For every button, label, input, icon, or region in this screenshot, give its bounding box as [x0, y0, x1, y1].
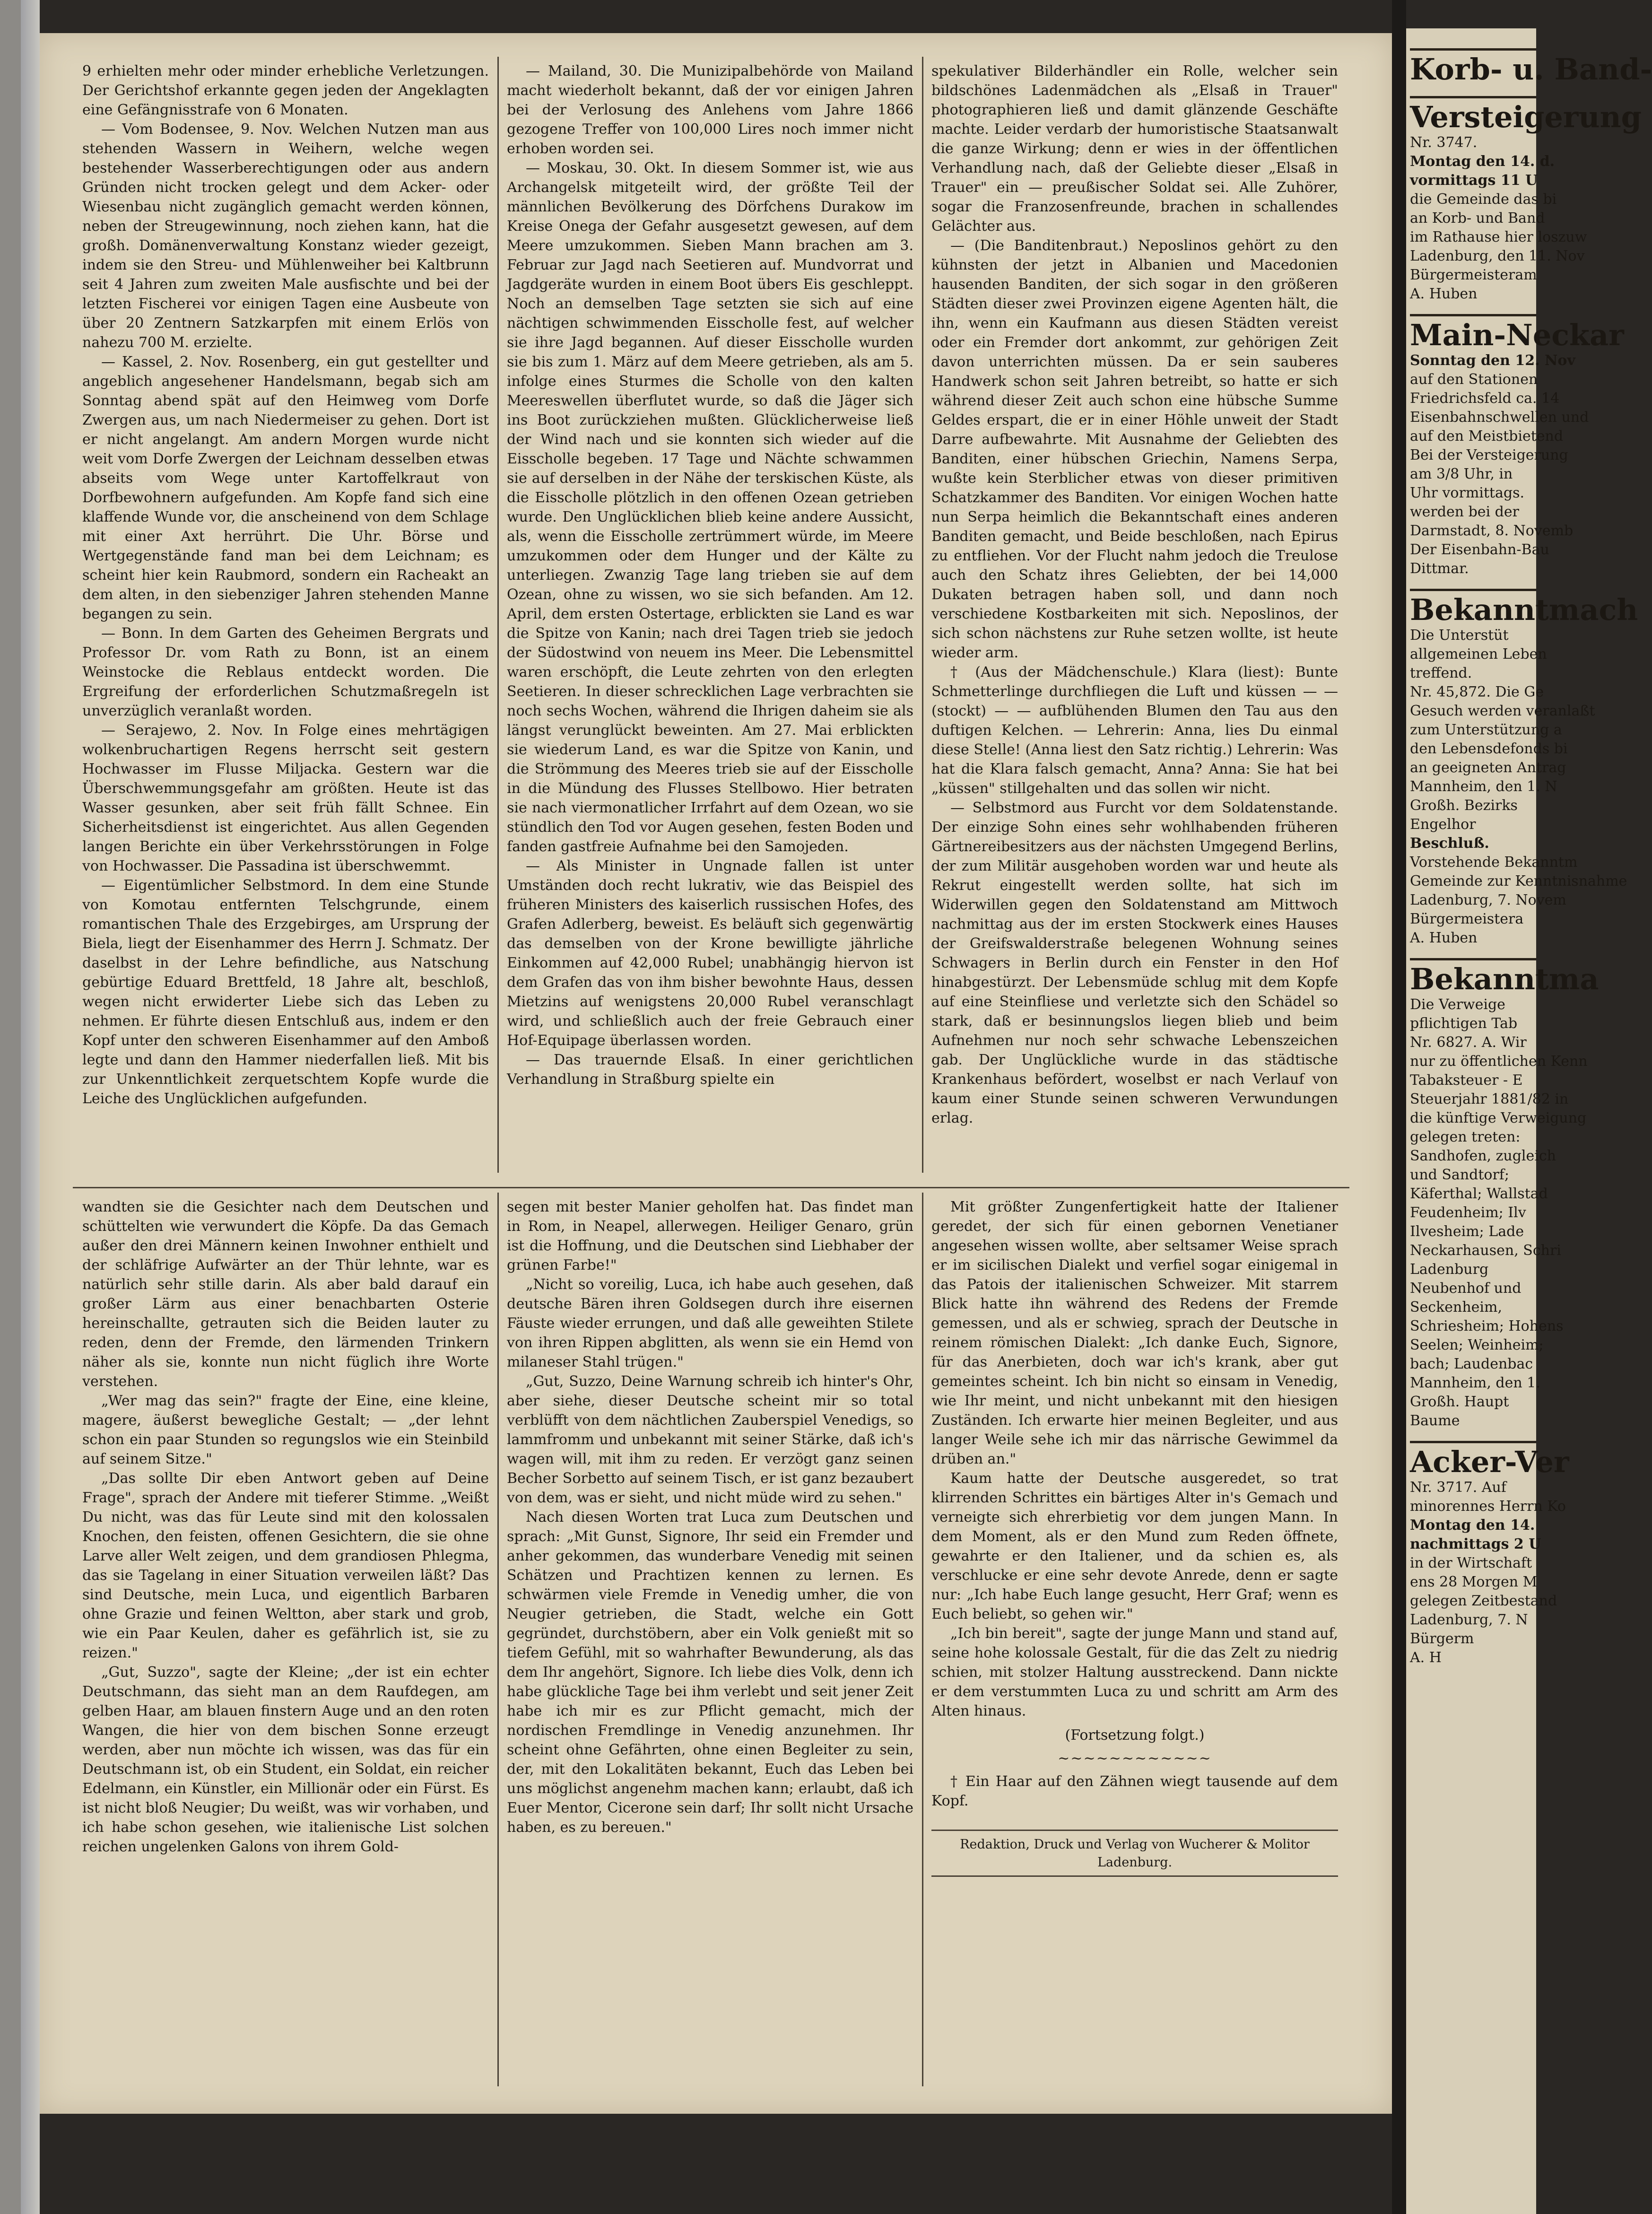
- binding-strip: [21, 0, 40, 2214]
- ad-line: im Rathause hier loszuw: [1410, 229, 1587, 245]
- lower-column-2: [507, 1197, 913, 1837]
- ad-line: Montag den 14. d.: [1410, 153, 1555, 170]
- newspaper-page: [40, 33, 1392, 2114]
- ad-line: an geeigneten Antrag: [1410, 759, 1566, 776]
- ad-line: Nr. 3717. Auf: [1410, 1479, 1506, 1496]
- ads-column: [1410, 38, 1652, 1667]
- ad-line: Gesuch werden veranlaßt: [1410, 703, 1595, 719]
- article-paragraph: spekulativer Bilderhändler ein Rolle, welcher sein bildschönes Ladenmädchen als „Elsaß in Trauer" photographieren ließ und damit glänzende Geschäfte machte. Leider verdarb der humoristische Staatsanwalt die ganze Wirkung; denn er wies in der öffentlichen Verhandlung nach, daß der Geliebte dieser „Elsaß in Trauer" ein — preußischer Soldat sei. Alle Zuhörer, sogar die Franzosenfreunde, brachen in schallendes Gelächter aus.: [931, 63, 1338, 235]
- ad-line: Mannheim, den 1.: [1410, 1375, 1540, 1391]
- article-paragraph: † (Aus der Mädchenschule.) Klara (liest): Bunte Schmetterlinge durchfliegen die Luft und küssen — — (stockt) — — aufblühenden Blumen den Tau aus den duftigen Kelchen. — Lehrerin: Anna, lies Du einmal diese Stelle! (Anna liest den Satz richtig.) Lehrerin: Was hat die Klara falsch gemacht, Anna? Anna: Sie hat bei „küssen" stillgehalten und das sollen wir nicht.: [931, 664, 1338, 797]
- ad-line: Ladenburg: [1410, 1261, 1489, 1278]
- ad-line: Friedrichsfeld ca. 14: [1410, 390, 1560, 407]
- story-paragraph: „Ich bin bereit", sagte der junge Mann und stand auf, seine hohe kolossale Gestalt, für die das Zelt zu niedrig schien, mit stolzer Haltung ausstreckend. Dann nickte er dem verstummten Luca zu und schritt am Arm des Alten hinaus.: [931, 1625, 1338, 1719]
- ad-heading: Korb- u. Band-: [1410, 48, 1536, 86]
- ad-line: am 3/8 Uhr, in: [1410, 466, 1513, 482]
- ad-line: Sonntag den 12. Nov: [1410, 352, 1575, 369]
- ad-line: Großh. Haupt: [1410, 1394, 1509, 1410]
- article-paragraph: — Als Minister in Ungnade fallen ist unter Umständen doch recht lukrativ, wie das Beispiel des früheren Ministers des kaiserlich russischen Hofes, des Grafen Adlerberg, beweist. Es beläuft sich gegenwärtig das demselben von der Krone bewilligte jährliche Einkommen auf 42,000 Rubel; unabhängig hiervon ist dem Grafen das von ihm bisher bewohnte Haus, dessen Mietzins auf wenigstens 20,000 Rubel veranschlagt wird, und schließlich auch der freie Gebrauch einer Hof-Equipage überlassen worden.: [507, 858, 913, 1049]
- ad-line: zum Unterstützung a: [1410, 722, 1562, 738]
- ad-line: nachmittags 2 U: [1410, 1536, 1541, 1552]
- story-paragraph: Mit größter Zungenfertigkeit hatte der Italiener geredet, der sich für einen gebornen Venetianer angesehen wissen wollte, aber seltsamer Weise sprach er im sicilischen Dialekt und verfiel sogar einigemal in das Patois der italienischen Schweizer. Mit starrem Blick hatte ihn während des Redens der Fremde gemessen, und als er schwieg, sprach der Deutsche in reinem römischen Dialekt: „Ich danke Euch, Signore, für das Anerbieten, doch war ich's krank, aber gut gemeintes scheint. Ich bin nicht so einsam in Venedig, wie Ihr meint, und nicht unbekannt mit den hiesigen Zuständen. Ich erwarte hier meinen Begleiter, und aus langer Weile sehe ich mir das närrische Gewimmel da drüben an.": [931, 1199, 1338, 1467]
- ad-line: Der Eisenbahn-Bau: [1410, 541, 1549, 558]
- ad-line: Schriesheim; Hohens: [1410, 1318, 1564, 1334]
- article-paragraph: 9 erhielten mehr oder minder erhebliche Verletzungen. Der Gerichtshof erkannte gegen jeden der Angeklagten eine Gefängnisstrafe von 6 Monaten.: [82, 63, 489, 118]
- ad-line: ens 28 Morgen M: [1410, 1574, 1538, 1590]
- section-divider: [73, 1187, 1349, 1188]
- ad-line: Die Unterstüt: [1410, 627, 1509, 644]
- lower-column-1: [82, 1197, 489, 1857]
- article-paragraph: — Mailand, 30. Die Munizipalbehörde von Mailand macht wiederholt bekannt, daß der vor einigen Jahren bei der Verlosung des Anlehens vom Jahre 1866 gezogene Treffer von 100,000 Lires noch immer nicht erhoben worden sei.: [507, 63, 913, 157]
- story-paragraph: „Das sollte Dir eben Antwort geben auf Deine Frage", sprach der Andere mit tieferer Stimme. „Weißt Du nicht, was das für Leute sind mit den kolossalen Knochen, den feisten, offenen Gesichtern, die sie ohne Larve aller Welt zeigen, und dem grandiosen Phlegma, das sie Tagelang in einer Situation verweilen läßt? Das sind Deutsche, mein Luca, und eigentlich Barbaren ohne Grazie und feinen Weltton, aber stark und grob, wie ein Paar Keulen, daher es gefährlich ist, sie zu reizen.": [82, 1470, 489, 1661]
- ad-line: den Lebensdefonds bi: [1410, 741, 1568, 757]
- ad-line: Steuerjahr 1881/82 in: [1410, 1091, 1569, 1107]
- ad-line: minorennes Herrn Ko: [1410, 1498, 1566, 1515]
- ad-line: Bei der Versteigerung: [1410, 447, 1568, 463]
- ad-line: Ladenburg, 7. N: [1410, 1612, 1528, 1628]
- story-paragraph: „Gut, Suzzo", sagte der Kleine; „der ist ein echter Deutschmann, das sieht man an dem Raufdegen, am gelben Haar, am blauen finstern Auge und an den roten Wangen, die hier von dem bischen Sonne erzeugt werden, aber nun möchte ich wissen, was das für ein Deutschmann ist, ob ein Student, ein Soldat, ein reicher Edelmann, ein Künstler, ein Millionär oder ein Fürst. Es ist nicht bloß Neugier; Du weißt, was wir vorhaben, und ich habe schon gesehen, wie italienische List solchen reichen ungelenken Galons von ihrem Gold-: [82, 1664, 489, 1855]
- upper-column-1: [82, 61, 489, 1108]
- ad-line: Die Verweige: [1410, 996, 1505, 1013]
- story-paragraph: Nach diesen Worten trat Luca zum Deutschen und sprach: „Mit Gunst, Signore, Ihr seid ein Fremder und anher gekommen, das wunderbare Venedig mit seinen Schätzen und Prachtizen kennen zu lernen. Es schwärmen viele Fremde in Venedig umher, die von Neugier getrieben, die Stadt, welche ein Gott gegründet, durchstöbern, aber ein Volk genießt mit so tiefem Gefühl, mit so wahrhafter Bewunderung, als das dem Ihr angehört, Signore. Ich liebe dies Volk, denn ich habe glückliche Tage bei ihm verlebt und seit jener Zeit habe ich mir es zur Pflicht gemacht, mich der nordischen Fremdlinge in Venedig anzunehmen. Ihr scheint ohne Gefährten, ohne einen Begleiter zu sein, der, mit den Lokalitäten bekannt, Euch das Leben bei uns möglichst angenehm machen kann; erlaubt, daß ich Euer Mentor, Cicerone sein darf; Ihr sollt nicht Ursache haben, es zu bereuen.": [507, 1509, 913, 1836]
- article-paragraph: — Das trauernde Elsaß. In einer gerichtlichen Verhandlung in Straßburg spielte ein: [507, 1052, 913, 1088]
- upper-column-2: [507, 61, 913, 1089]
- imprint-rule: [931, 1830, 1338, 1831]
- ad-line: auf den Stationen: [1410, 371, 1538, 388]
- ad-line: Dittmar.: [1410, 560, 1469, 577]
- story-paragraph: wandten sie die Gesichter nach dem Deutschen und schüttelten wie verwundert die Köpfe. Da das Gemach außer den drei Männern keinen Inwohner enthielt und der schläfrige Aufwärter an der Thür lehnte, war es natürlich sehr stille darin. Als aber bald darauf ein großer Lärm aus einer benachbarten Osterie hereinschallte, getrauten sich die Beiden lauter zu reden, denn der Fremde, den lärmenden Trinkern näher als sie, konnte nun nicht füglich ihre Worte verstehen.: [82, 1199, 489, 1390]
- ad-line: treffend.: [1410, 665, 1472, 681]
- ad-line: Uhr vormittags.: [1410, 485, 1525, 501]
- continued-notice: (Fortsetzung folgt.): [1065, 1727, 1205, 1743]
- ad-line: Nr. 3747.: [1410, 134, 1478, 151]
- ad-line: Beschluß.: [1410, 835, 1489, 852]
- adjacent-page-ads: [1406, 28, 1652, 2214]
- filler-note: † Ein Haar auf den Zähnen wiegt tausende auf dem Kopf.: [931, 1773, 1338, 1809]
- ad-line: bach; Laudenbac: [1410, 1356, 1533, 1372]
- ad-line: Großh. Bezirks: [1410, 797, 1518, 814]
- article-paragraph: — Eigentümlicher Selbstmord. In dem eine Stunde von Komotau entfernten Telschgrunde, einem romantischen Thale des Erzgebirges, am Ursprung der Biela, liegt der Eisenhammer des Herrn J. Schmatz. Der daselbst in der Lehre befindliche, aus Natschung gebürtige Eduard Brettfeld, 18 Jahre alt, beschloß, wegen nicht erwiderter Liebe sich das Leben zu nehmen. Er führte diesen Entschluß aus, indem er den Kopf unter den schweren Eisenhammer auf den Amboß legte und dann den Hammer niederfallen ließ. Mit bis zur Unkenntlichkeit zerquetschtem Kopfe wurde die Leiche des Unglücklichen aufgefunden.: [82, 877, 489, 1107]
- ad-line: Vorstehende Bekanntm: [1410, 854, 1578, 871]
- ad-line: Bürgerm: [1410, 1630, 1474, 1647]
- page-gutter: [1392, 0, 1406, 2214]
- article-paragraph: — Moskau, 30. Okt. In diesem Sommer ist, wie aus Archangelsk mitgeteilt wird, der größte Teil der männlichen Bevölkerung des Dörfchens Durakow im Kreise Onega der Gefahr ausgesetzt gewesen, auf dem Meere umzukommen. Sieben Mann brachen am 3. Februar zur Jagd nach Seetieren auf. Mundvorrat und Jagdgeräte wurden in einem Boot übers Eis geschleppt. Noch an demselben Tage setzten sie sich auf eine nächtigen schwimmenden Eisscholle fest, auf welcher sie ihre Jagd begannen. Auf dieser Eisscholle wurden sie bis zum 1. März auf dem Meere getrieben, als am 5. infolge eines Sturmes die Scholle von den kalten Meereswellen überflutet wurde, so daß die Jäger sich ins Boot zurückziehen mußten. Glücklicherweise ließ der Wind nach und sie konnten sich wieder auf die Eisscholle begeben. 17 Tage und Nächte schwammen sie auf derselben in der Nähe der terskischen Küste, als die Eisscholle plötzlich in den offenen Ozean getrieben wurde. Den Unglücklichen blieb keine andere Aussicht, als, wenn die Eisscholle zertrümmert würde, im Meere umzukommen oder dem Hunger und der Kälte zu unterliegen. Zwanzig Tage lang trieben sie auf dem Ozean, ohne zu wissen, wo sie sich befanden. Am 12. April, dem ersten Ostertage, erblickten sie Land es war die Spitze von Kanin; nach drei Tagen trieb sie jedoch der Südostwind von neuem ins Meer. Die Lebensmittel waren erschöpft, die Leute zehrten von den erlegten Seetieren. In dieser schrecklichen Lage verbrachten sie noch sechs Wochen, während die Ihrigen daheim sie als längst verunglückt beweinten. Am 27. Mai erblickten sie wiederum Land, es war die Spitze von Kanin, und die Strömmung des Meeres trieb sie auf der Eisscholle in die Mündung des Flusses Stellbowo. Hier betraten sie nach viermonatlicher Irrfahrt auf dem Ozean, wo sie stündlich den Tod vor Augen gesehen, festen Boden und fanden gastfreie Aufnahme bei den Samojeden.: [507, 160, 913, 855]
- upper-column-3: [931, 61, 1338, 1128]
- ad-line: an Korb- und Band: [1410, 210, 1545, 227]
- ad-line: Sandhofen, zugleich: [1410, 1148, 1556, 1164]
- ad-line: Ladenburg, den 11. Nov: [1410, 248, 1585, 264]
- column-divider: [922, 57, 923, 1173]
- ad-line: Engelhor: [1410, 816, 1476, 833]
- ad-heading: Bekanntma: [1410, 958, 1536, 995]
- ad-line: in der Wirtschaft: [1410, 1555, 1532, 1571]
- ad-heading: Main-Neckar: [1410, 314, 1536, 351]
- story-paragraph: „Gut, Suzzo, Deine Warnung schreib ich hinter's Ohr, aber siehe, dieser Deutsche scheint mir so total verblüfft von dem nächtlichen Zauberspiel Venedigs, so lammfromm und unbekannt mit seiner Stärke, daß ich's wagen will, mit ihm zu reden. Er verzögt ganz seinen Becher Sorbetto auf seinem Tisch, er ist ganz bezaubert von dem, was er sieht, und nicht müde wird zu sehen.": [507, 1373, 913, 1506]
- imprint-rule: [931, 1875, 1338, 1877]
- article-paragraph: — Serajewo, 2. Nov. In Folge eines mehrtägigen wolkenbruchartigen Regens herrscht seit gestern Hochwasser im Flusse Miljacka. Gestern war die Überschwemmungsgefahr am größten. Heute ist das Wasser gesunken, aber seit früh fällt Schnee. Ein Sicherheitsdienst ist eingerichtet. Aus allen Gegenden langen Berichte ein über Verkehrsstörungen in Folge von Hochwasser. Die Passadina ist überschwemmt.: [82, 722, 489, 874]
- ad-line: auf den Meistbietend: [1410, 428, 1564, 445]
- ad-line: Neckarhausen, Schri: [1410, 1242, 1561, 1259]
- ad-line: und Sandtorf;: [1410, 1167, 1510, 1183]
- ad-line: gelegen Zeitbestand: [1410, 1593, 1557, 1609]
- ad-line: Eisenbahnschwellen und: [1410, 409, 1589, 426]
- ad-line: pflichtigen Tab: [1410, 1015, 1518, 1032]
- ad-line: A. Huben: [1410, 286, 1478, 302]
- ad-line: Montag den 14.: [1410, 1517, 1535, 1534]
- ad-heading: Acker-Ver: [1410, 1441, 1536, 1478]
- ad-line: Ilvesheim; Lade: [1410, 1223, 1524, 1240]
- story-paragraph: Kaum hatte der Deutsche ausgeredet, so trat klirrenden Schrittes ein bärtiges Alter in's Gemach und verneigte sich ehrerbietig vor dem jungen Mann. In dem Moment, als er den Mund zum Reden öffnete, gewahrte er den Italiener, und da schien es, als verschlucke er eine sehr devote Anrede, denn er sagte nur: „Ich habe Euch lange gesucht, Herr Graf; wenn es Euch beliebt, so gehen wir.": [931, 1470, 1338, 1622]
- ad-line: Tabaksteuer - E: [1410, 1072, 1523, 1089]
- ad-line: Neubenhof und: [1410, 1280, 1522, 1297]
- column-divider: [497, 57, 499, 1173]
- ad-line: werden bei der: [1410, 504, 1519, 520]
- article-paragraph: — Kassel, 2. Nov. Rosenberg, ein gut gestellter und angeblich angesehener Handelsmann, begab sich am Sonntag abend spät auf den Heimweg vom Dorfe Zwergen aus, um nach Niedermeiser zu gehen. Dort ist er nicht angelangt. Am andern Morgen wurde nicht weit vom Dorfe Zwergen der Leichnam desselben etwas abseits vom Wege unter Kartoffelkraut von Dorfbewohnern aufgefunden. Am Kopfe fand sich eine klaffende Wunde vor, die anscheinend von dem Schlage mit einer Axt herrührt. Die Uhr. Börse und Wertgegenstände fand man bei dem Leichnam; es scheint hier kein Raubmord, sondern ein Racheakt an dem alten, in den siebenziger Jahren stehenden Manne begangen zu sein.: [82, 354, 489, 622]
- ad-line: Bürgermeisteram: [1410, 267, 1537, 283]
- ad-line: die künftige Verweigung: [1410, 1110, 1587, 1126]
- ad-line: A. Huben: [1410, 930, 1478, 946]
- ad-line: Seckenheim,: [1410, 1299, 1503, 1316]
- ad-line: Nr. 45,872. Die Ge: [1410, 684, 1544, 700]
- imprint: Redaktion, Druck und Verlag von Wucherer & Molitor Ladenburg.: [960, 1837, 1310, 1870]
- ad-line: nur zu öffentlichen Kenn: [1410, 1053, 1588, 1070]
- ad-line: Gemeinde zur Kenntnisnahme: [1410, 873, 1627, 889]
- ad-line: Ladenburg, 7. Novem: [1410, 892, 1566, 908]
- ad-line: Bürgermeistera: [1410, 911, 1524, 927]
- story-paragraph: segen mit bester Manier geholfen hat. Das findet man in Rom, in Neapel, allerwegen. Heiliger Genaro, grün ist die Hoffnung, und die Deutschen sind Liebhaber der grünen Farbe!": [507, 1199, 913, 1273]
- ad-line: Nr. 6827. A. Wir: [1410, 1034, 1527, 1051]
- ad-line: allgemeinen Leben: [1410, 646, 1547, 662]
- ad-line: vormittags 11 U: [1410, 172, 1538, 189]
- lower-column-3: [931, 1197, 1338, 1877]
- article-paragraph: — Selbstmord aus Furcht vor dem Soldatenstande. Der einzige Sohn eines sehr wohlhabenden früheren Gärtnereibesitzers aus der nächsten Umgegend Berlins, der zum Militär ausgehoben worden war und heute als Rekrut eingestellt werden sollte, hat sich im Widerwillen gegen den Soldatenstand am Mittwoch nachmittag aus der im ersten Stockwerk eines Hauses der Greifswalderstraße belegenen Wohnung seines Schwagers in Berlin durch ein Fenster in den Hof hinabgestürzt. Der Lebensmüde schlug mit dem Kopfe auf eine Steinfliese und verletzte sich den Schädel so stark, daß er besinnungslos liegen blieb und beim Aufnehmen nur noch sehr schwache Lebenszeichen gab. Der Unglückliche wurde in das städtische Krankenhaus befördert, woselbst er nach Verlauf von kaum einer Stunde seinen schweren Verwundungen erlag.: [931, 800, 1338, 1126]
- ornamental-rule: ~~~~~~~~~~~~: [1058, 1750, 1212, 1767]
- ad-line: Baume: [1410, 1412, 1460, 1429]
- ad-line: Mannheim, den 1. N: [1410, 778, 1557, 795]
- binding-edge: [0, 0, 21, 2214]
- column-divider: [497, 1193, 499, 2086]
- ad-line: Seelen; Weinheim;: [1410, 1337, 1544, 1353]
- ad-heading: Versteigerung: [1410, 96, 1536, 133]
- article-paragraph: — (Die Banditenbraut.) Neposlinos gehört zu den kühnsten der jetzt in Albanien und Macedonien hausenden Banditen, der sich sogar in den größeren Städten dieser zwei Provinzen eigene Agenten hält, die ihn, wenn ein Kaufmann aus diesen Städten vereist oder ein Fremder dort ankommt, zur gehörigen Zeit davon unterrichten müssen. Da er sein sauberes Handwerk schon seit Jahren betreibt, so hatte er sich während dieser Zeit auch schon eine hübsche Summe Geldes erspart, die er in einer Höhle unweit der Stadt Darre aufbewahrte. Mit Ausnahme der Geliebten des Banditen, einer hübschen Griechin, Namens Serpa, wußte kein Sterblicher etwas von dieser primitiven Schatzkammer des Banditen. Vor einigen Wochen hatte nun Serpa heimlich die Bekanntschaft eines anderen Banditen gemacht, und Beide beschloßen, nach Epirus zu entfliehen. Vor der Flucht nahm jedoch die Treulose auch den Schatz ihres Geliebten, der bei 14,000 Dukaten betragen haben soll, und dann noch verschiedene Kostbarkeiten mit sich. Neposlinos, der sich schon nächstens zur Ruhe setzen wollte, ist heute wieder arm.: [931, 237, 1338, 661]
- story-paragraph: „Nicht so voreilig, Luca, ich habe auch gesehen, daß deutsche Bären ihren Goldsegen durch ihre eisernen Fäuste wieder errungen, und daß alle geweihten Stilete von ihren Rippen abglitten, als wenn sie ein Hemd von milaneser Stahl trügen.": [507, 1276, 913, 1370]
- ad-heading: Bekanntmach: [1410, 589, 1536, 626]
- ad-line: Käferthal; Wallstad: [1410, 1185, 1548, 1202]
- ad-line: A. H: [1410, 1649, 1442, 1666]
- column-divider: [922, 1193, 923, 2086]
- ad-line: gelegen treten:: [1410, 1129, 1521, 1145]
- article-paragraph: — Bonn. In dem Garten des Geheimen Bergrats und Professor Dr. vom Rath zu Bonn, ist an einem Weinstocke die Reblaus entdeckt worden. Die Ergreifung der erforderlichen Schutzmaßregeln ist unverzüglich veranlaßt worden.: [82, 625, 489, 719]
- article-paragraph: — Vom Bodensee, 9. Nov. Welchen Nutzen man aus stehenden Wassern in Weihern, welche wegen bestehender Wasserberechtigungen oder aus andern Gründen nicht trocken gelegt und dem Acker- oder Wiesenbau nicht zugänglich gemacht werden können, neben der Streugewinnung, noch ziehen kann, hat die großh. Domänenverwaltung Konstanz wieder gezeigt, indem sie den Streu- und Mühlenweiher bei Kaltbrunn seit 4 Jahren zum zweiten Male ausfischte und bei der letzten Fischerei vor einigen Tagen eine Ausbeute von über 20 Zentnern Satzkarpfen mit einem Erlös von nahezu 700 M. erzielte.: [82, 121, 489, 351]
- ad-line: Darmstadt, 8. Novemb: [1410, 523, 1574, 539]
- ad-line: die Gemeinde das bi: [1410, 191, 1557, 208]
- story-paragraph: „Wer mag das sein?" fragte der Eine, eine kleine, magere, äußerst bewegliche Gestalt; — „der lehnt schon ein paar Stunden so regungslos wie ein Steinbild auf seinem Sitze.": [82, 1393, 489, 1467]
- ad-line: Feudenheim; Ilv: [1410, 1204, 1526, 1221]
